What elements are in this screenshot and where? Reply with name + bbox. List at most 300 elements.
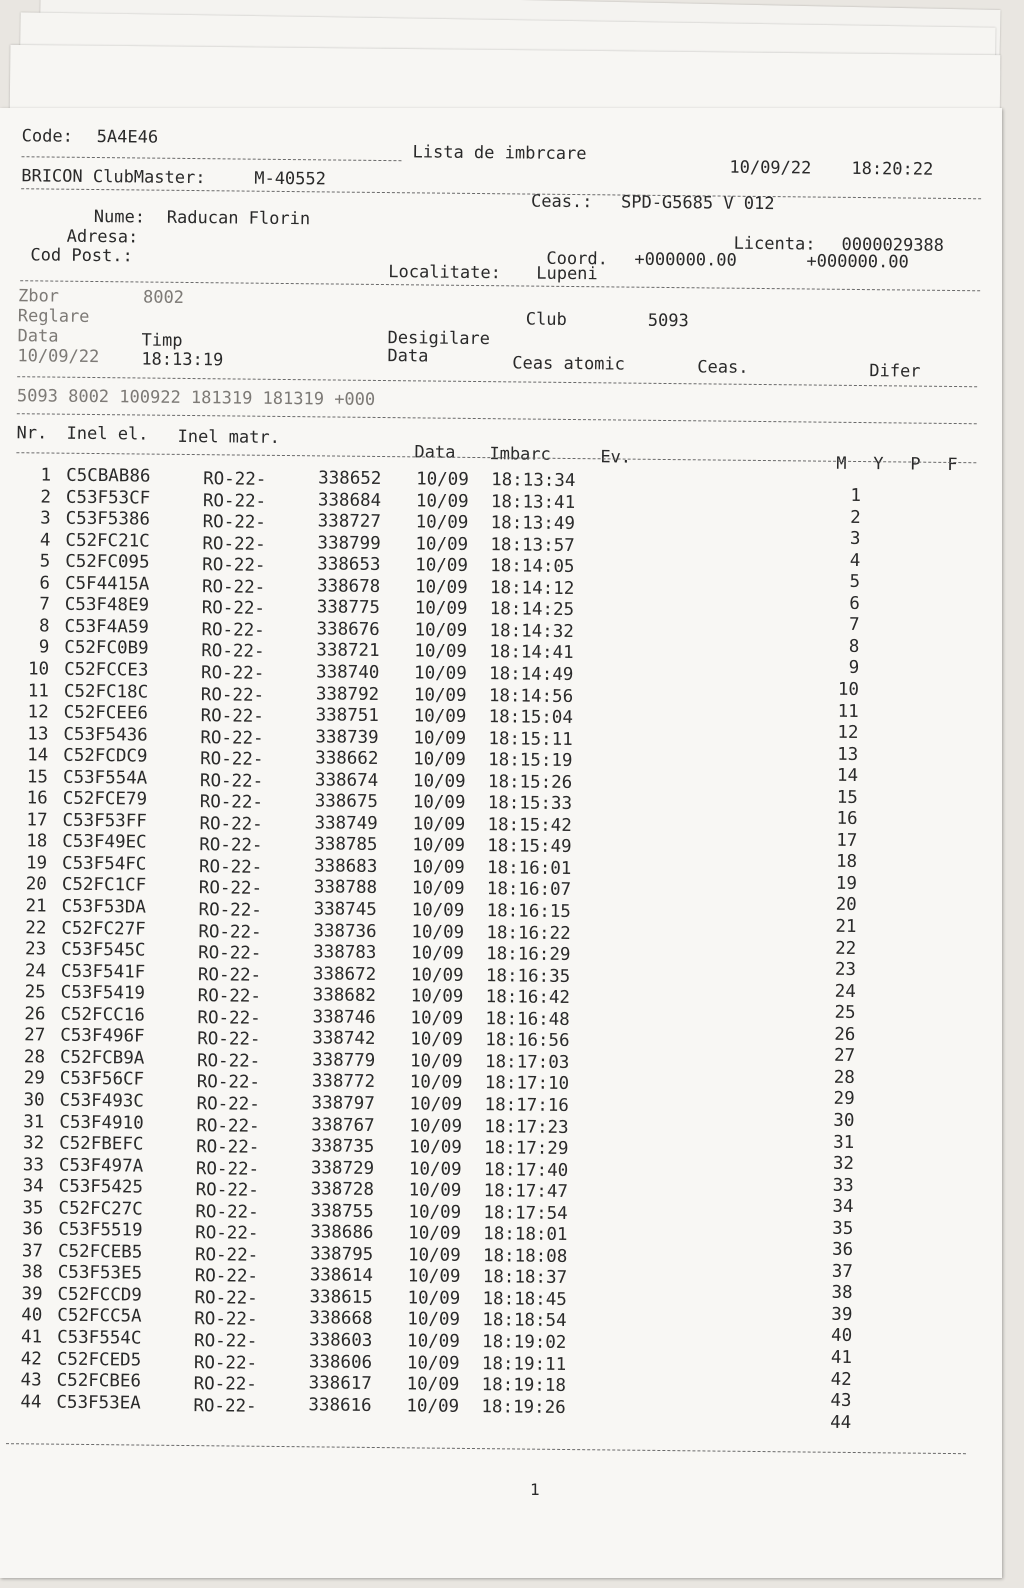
row-date: 10/09 xyxy=(407,1309,461,1331)
row-ring-number: 338653 xyxy=(317,554,381,576)
row-time: 18:13:57 xyxy=(490,534,575,556)
row-inel-el: C52FC095 xyxy=(65,551,150,573)
row-inel-el: C53F49EC xyxy=(62,832,147,853)
row-nr: 3 xyxy=(40,508,51,529)
row-date: 10/09 xyxy=(416,469,469,490)
flight-label: Zbor xyxy=(17,286,60,307)
row-m: 39 xyxy=(831,1304,853,1325)
date-label: Data xyxy=(17,326,59,347)
row-time: 18:19:02 xyxy=(481,1332,567,1353)
row-date: 10/09 xyxy=(409,1115,463,1137)
row-inel-matr: RO-22- xyxy=(196,1050,261,1072)
row-ring-number: 338684 xyxy=(317,489,382,511)
row-nr: 41 xyxy=(20,1327,43,1348)
row-time: 18:13:41 xyxy=(490,491,576,513)
row-m: 15 xyxy=(836,787,858,808)
time-label: Timp xyxy=(141,330,183,351)
row-nr: 44 xyxy=(20,1391,42,1413)
row-time: 18:13:49 xyxy=(490,513,576,535)
row-inel-matr: RO-22- xyxy=(202,533,266,555)
row-time: 18:15:33 xyxy=(487,793,573,815)
row-inel-matr: RO-22- xyxy=(194,1266,259,1288)
row-inel-matr: RO-22- xyxy=(194,1244,259,1266)
row-inel-el: C52FCC5A xyxy=(57,1306,142,1327)
row-ring-number: 338783 xyxy=(313,942,377,964)
row-nr: 21 xyxy=(25,896,47,917)
row-nr: 37 xyxy=(21,1241,44,1262)
row-time: 18:15:49 xyxy=(487,836,572,858)
row-inel-el: C53F48E9 xyxy=(64,595,150,616)
row-time: 18:18:54 xyxy=(482,1310,567,1332)
atomic-clock-label: Ceas atomic xyxy=(512,353,626,375)
row-time: 18:13:34 xyxy=(491,470,576,492)
row-ring-number: 338735 xyxy=(311,1136,375,1158)
clock-label: Ceas.: xyxy=(530,191,593,213)
row-date: 10/09 xyxy=(406,1352,460,1374)
row-time: 18:15:11 xyxy=(488,728,573,750)
row-ring-number: 338792 xyxy=(315,683,380,705)
row-inel-matr: RO-22- xyxy=(202,555,266,576)
row-m: 30 xyxy=(833,1110,855,1131)
row-ring-number: 338795 xyxy=(309,1244,374,1265)
row-nr: 26 xyxy=(24,1004,46,1025)
row-inel-matr: RO-22- xyxy=(194,1309,258,1331)
row-inel-matr: RO-22- xyxy=(195,1201,259,1223)
row-ring-number: 338772 xyxy=(311,1071,376,1093)
row-time: 18:15:04 xyxy=(488,707,574,729)
row-inel-matr: RO-22- xyxy=(193,1395,257,1417)
row-m: 31 xyxy=(833,1132,855,1153)
row-date: 10/09 xyxy=(412,792,466,814)
row-inel-matr: RO-22- xyxy=(198,943,262,964)
summary-line: 5093 8002 100922 181319 181319 +000 xyxy=(16,386,376,410)
licence-label: Licenta: xyxy=(733,233,816,255)
row-ring-number: 338755 xyxy=(310,1200,374,1222)
row-ring-number: 338742 xyxy=(312,1028,376,1050)
row-inel-el: C53F496F xyxy=(60,1025,145,1047)
row-ring-number: 338745 xyxy=(313,899,377,920)
row-inel-matr: RO-22- xyxy=(194,1287,258,1309)
postcode-label: Cod Post.: xyxy=(30,245,133,267)
row-time: 18:17:23 xyxy=(484,1116,569,1138)
row-nr: 43 xyxy=(20,1370,42,1391)
separator xyxy=(6,1443,966,1454)
row-inel-matr: RO-22- xyxy=(199,835,263,857)
row-m: 16 xyxy=(836,809,858,830)
row-m: 38 xyxy=(831,1283,853,1304)
row-ring-number: 338617 xyxy=(308,1373,372,1395)
row-time: 18:16:42 xyxy=(485,987,571,1009)
row-inel-el: C52FC27C xyxy=(58,1198,143,1220)
row-inel-matr: RO-22- xyxy=(197,964,262,986)
row-ring-number: 338785 xyxy=(314,834,378,856)
row-nr: 8 xyxy=(38,616,50,637)
row-time: 18:14:12 xyxy=(489,577,575,599)
row-inel-el: C53F497A xyxy=(58,1155,144,1177)
row-nr: 29 xyxy=(23,1068,45,1089)
row-m: 4 xyxy=(849,550,861,571)
row-nr: 34 xyxy=(22,1176,44,1197)
row-inel-matr: RO-22- xyxy=(196,1115,260,1137)
row-m: 5 xyxy=(849,572,861,593)
row-m: 44 xyxy=(830,1412,852,1433)
row-inel-el: C53F4910 xyxy=(59,1112,144,1134)
row-ring-number: 338615 xyxy=(309,1287,373,1308)
row-ring-number: 338779 xyxy=(311,1050,376,1071)
row-m: 28 xyxy=(833,1067,855,1088)
col-f: F xyxy=(947,454,958,476)
row-date: 10/09 xyxy=(406,1374,460,1395)
row-ring-number: 338797 xyxy=(311,1093,375,1114)
row-inel-el: C53F53DA xyxy=(61,896,147,918)
seal-date: 10/09/22 xyxy=(17,346,100,368)
row-inel-el: C53F53FF xyxy=(62,810,147,832)
row-ring-number: 338683 xyxy=(313,856,378,877)
row-time: 18:17:03 xyxy=(484,1051,570,1073)
row-ring-number: 338652 xyxy=(318,468,382,490)
row-date: 10/09 xyxy=(412,835,466,857)
row-inel-matr: RO-22- xyxy=(201,619,265,641)
row-nr: 30 xyxy=(23,1090,45,1111)
row-date: 10/09 xyxy=(407,1288,461,1309)
row-inel-el: C53F53CF xyxy=(65,487,151,509)
row-nr: 40 xyxy=(21,1305,43,1326)
row-inel-el: C52FCB9A xyxy=(59,1047,145,1069)
separator xyxy=(17,413,977,424)
row-m: 17 xyxy=(836,830,858,851)
row-inel-el: C53F5425 xyxy=(58,1176,144,1198)
row-time: 18:16:48 xyxy=(485,1008,570,1030)
row-m: 29 xyxy=(833,1089,855,1110)
row-inel-el: C5CBAB86 xyxy=(66,465,151,487)
row-inel-matr: RO-22- xyxy=(195,1180,259,1201)
row-m: 2 xyxy=(850,507,861,528)
row-inel-el: C52FC1CF xyxy=(61,875,147,897)
row-inel-matr: RO-22- xyxy=(200,706,264,727)
row-date: 10/09 xyxy=(414,620,468,641)
row-date: 10/09 xyxy=(412,771,466,792)
row-m: 7 xyxy=(848,615,860,636)
row-m: 34 xyxy=(832,1196,854,1218)
row-ring-number: 338662 xyxy=(315,748,379,770)
row-inel-matr: RO-22- xyxy=(196,1094,260,1115)
name-label: Nume: xyxy=(93,206,146,228)
row-date: 10/09 xyxy=(415,490,469,512)
row-m: 43 xyxy=(830,1390,852,1412)
row-time: 18:14:49 xyxy=(488,664,574,685)
row-date: 10/09 xyxy=(414,598,468,620)
row-ring-number: 338751 xyxy=(315,705,379,727)
row-inel-el: C53F54FC xyxy=(61,853,147,875)
row-time: 18:18:37 xyxy=(482,1267,568,1289)
unseal-label: Desigilare xyxy=(387,328,491,350)
row-date: 10/09 xyxy=(411,857,465,878)
print-time: 18:20:22 xyxy=(851,158,934,180)
row-m: 9 xyxy=(848,658,860,679)
row-inel-el: C53F545C xyxy=(61,939,146,961)
row-inel-matr: RO-22- xyxy=(193,1331,258,1352)
row-inel-matr: RO-22- xyxy=(195,1158,260,1180)
row-inel-el: C53F493C xyxy=(59,1090,145,1112)
printout-page xyxy=(0,108,1002,1578)
row-inel-matr: RO-22- xyxy=(200,684,265,706)
row-nr: 27 xyxy=(24,1025,46,1046)
row-inel-el: C52FCCE3 xyxy=(64,659,149,681)
col-nr: Nr. xyxy=(16,423,48,444)
row-time: 18:15:26 xyxy=(487,771,573,793)
print-date: 10/09/22 xyxy=(729,157,812,179)
row-inel-el: C53F53E5 xyxy=(57,1263,143,1284)
col-imbarc: Imbarc xyxy=(489,444,551,465)
row-nr: 18 xyxy=(26,831,48,852)
row-ring-number: 338775 xyxy=(316,597,381,619)
separator xyxy=(21,156,401,161)
code-label: Code: xyxy=(21,126,73,147)
coord-label: Coord. xyxy=(546,248,608,270)
row-time: 18:18:45 xyxy=(482,1289,567,1310)
row-date: 10/09 xyxy=(409,1051,463,1072)
row-date: 10/09 xyxy=(412,814,466,835)
row-nr: 32 xyxy=(22,1133,45,1154)
row-inel-el: C52FCEE6 xyxy=(63,702,149,724)
row-time: 18:14:25 xyxy=(489,599,575,621)
row-m: 41 xyxy=(830,1347,853,1368)
row-ring-number: 338788 xyxy=(313,877,378,899)
row-nr: 23 xyxy=(25,939,47,960)
row-inel-matr: RO-22- xyxy=(202,512,266,533)
row-time: 18:18:01 xyxy=(483,1224,568,1246)
row-inel-el: C52FC18C xyxy=(63,681,149,703)
locality-value: Lupeni xyxy=(536,263,598,285)
row-nr: 4 xyxy=(39,530,51,551)
row-inel-el: C53F5419 xyxy=(60,982,146,1004)
row-nr: 31 xyxy=(23,1111,45,1133)
row-date: 10/09 xyxy=(415,512,469,534)
row-date: 10/09 xyxy=(413,706,467,727)
row-inel-el: C52FCBE6 xyxy=(56,1370,142,1392)
row-inel-el: C5F4415A xyxy=(64,573,150,595)
row-ring-number: 338606 xyxy=(308,1351,373,1373)
row-inel-el: C52FC21C xyxy=(65,530,150,552)
row-time: 18:14:41 xyxy=(489,642,574,664)
row-date: 10/09 xyxy=(408,1180,462,1202)
row-m: 32 xyxy=(832,1153,855,1175)
row-nr: 5 xyxy=(39,551,51,572)
row-time: 18:14:56 xyxy=(488,685,574,707)
row-nr: 13 xyxy=(27,723,49,745)
row-ring-number: 338799 xyxy=(317,532,381,554)
row-date: 10/09 xyxy=(411,878,465,900)
row-nr: 35 xyxy=(22,1197,44,1219)
row-nr: 1 xyxy=(40,465,52,486)
row-inel-el: C52FCDC9 xyxy=(63,745,148,767)
coord-y: +000000.00 xyxy=(806,251,909,273)
row-ring-number: 338746 xyxy=(312,1007,376,1028)
col-data: Data xyxy=(414,442,456,463)
code-value: 5A4E46 xyxy=(96,127,159,148)
row-m: 40 xyxy=(831,1326,853,1347)
row-nr: 17 xyxy=(26,810,48,831)
col-y: Y xyxy=(873,454,884,475)
col-ev: Ev. xyxy=(600,447,632,468)
row-time: 18:16:22 xyxy=(486,922,571,944)
row-inel-matr: RO-22- xyxy=(196,1137,260,1158)
row-inel-el: C52FCC16 xyxy=(60,1004,145,1026)
row-inel-matr: RO-22- xyxy=(199,770,264,792)
row-time: 18:16:35 xyxy=(485,965,571,987)
row-ring-number: 338728 xyxy=(310,1179,375,1201)
row-nr: 25 xyxy=(24,982,46,1003)
row-m: 35 xyxy=(832,1218,854,1239)
row-nr: 9 xyxy=(38,637,50,658)
col-m: M xyxy=(836,453,847,474)
row-time: 18:17:10 xyxy=(484,1073,570,1095)
seal-time: 18:13:19 xyxy=(141,349,224,371)
locality-label: Localitate: xyxy=(388,262,501,284)
row-inel-el: C53F56CF xyxy=(59,1069,145,1090)
row-time: 18:14:05 xyxy=(490,556,575,578)
row-date: 10/09 xyxy=(410,964,464,986)
row-inel-matr: RO-22- xyxy=(201,641,265,663)
row-m: 18 xyxy=(835,852,858,873)
col-inel-matr: Inel matr. xyxy=(177,426,281,448)
row-ring-number: 338749 xyxy=(314,813,378,834)
page-number: 1 xyxy=(530,1480,540,1499)
row-inel-el: C53F4A59 xyxy=(64,616,149,638)
row-ring-number: 338672 xyxy=(312,963,377,985)
row-ring-number: 338676 xyxy=(316,619,380,640)
row-inel-matr: RO-22- xyxy=(197,1007,261,1029)
row-inel-matr: RO-22- xyxy=(200,727,264,749)
row-time: 18:19:26 xyxy=(481,1396,566,1418)
row-time: 18:17:40 xyxy=(483,1159,569,1181)
row-ring-number: 338616 xyxy=(308,1394,372,1416)
row-time: 18:16:07 xyxy=(486,879,572,901)
row-date: 10/09 xyxy=(411,921,465,943)
row-ring-number: 338727 xyxy=(317,511,382,533)
row-time: 18:16:29 xyxy=(486,944,571,966)
row-ring-number: 338614 xyxy=(309,1265,374,1287)
row-date: 10/09 xyxy=(414,577,468,598)
row-inel-el: C53F53EA xyxy=(56,1392,141,1414)
row-date: 10/09 xyxy=(413,684,467,706)
row-inel-el: C52FCCD9 xyxy=(57,1284,142,1306)
row-ring-number: 338682 xyxy=(312,985,377,1007)
row-nr: 7 xyxy=(39,594,50,615)
device-value: M-40552 xyxy=(254,168,327,190)
row-m: 25 xyxy=(834,1002,856,1024)
row-date: 10/09 xyxy=(407,1331,460,1352)
row-m: 19 xyxy=(835,873,858,894)
row-nr: 28 xyxy=(23,1047,46,1068)
row-date: 10/09 xyxy=(409,1094,463,1115)
row-nr: 14 xyxy=(27,745,49,766)
row-inel-el: C53F541F xyxy=(60,961,146,983)
row-date: 10/09 xyxy=(411,900,465,921)
row-date: 10/09 xyxy=(414,641,468,663)
row-m: 8 xyxy=(848,636,860,657)
row-time: 18:14:32 xyxy=(489,620,574,642)
row-ring-number: 338603 xyxy=(309,1330,373,1351)
row-time: 18:18:08 xyxy=(482,1245,568,1267)
row-date: 10/09 xyxy=(413,727,467,749)
row-date: 10/09 xyxy=(413,663,467,684)
row-date: 10/09 xyxy=(415,555,469,577)
row-date: 10/09 xyxy=(407,1245,461,1266)
row-ring-number: 338736 xyxy=(313,920,377,942)
row-time: 18:16:56 xyxy=(485,1030,570,1052)
row-date: 10/09 xyxy=(408,1158,462,1180)
row-time: 18:15:42 xyxy=(487,814,572,836)
row-m: 42 xyxy=(830,1369,852,1390)
row-inel-matr: RO-22- xyxy=(196,1072,261,1094)
row-m: 13 xyxy=(837,744,859,765)
row-date: 10/09 xyxy=(408,1223,462,1245)
row-ring-number: 338678 xyxy=(316,576,381,597)
club-value: 5093 xyxy=(647,310,689,332)
row-inel-matr: RO-22- xyxy=(200,749,264,770)
name-value: Raducan Florin xyxy=(166,207,311,230)
row-m: 21 xyxy=(835,916,857,938)
row-inel-matr: RO-22- xyxy=(198,857,263,878)
row-time: 18:19:11 xyxy=(481,1353,567,1375)
row-date: 10/09 xyxy=(410,986,464,1008)
clock-value: SPD-G5685 V 012 xyxy=(620,192,775,215)
row-nr: 16 xyxy=(26,788,48,809)
row-nr: 15 xyxy=(26,767,49,788)
row-m: 1 xyxy=(850,485,862,507)
row-inel-matr: RO-22- xyxy=(198,900,262,921)
row-time: 18:19:18 xyxy=(481,1375,567,1397)
row-inel-el: C53F554C xyxy=(57,1327,142,1349)
row-inel-el: C52FC27F xyxy=(61,918,146,940)
row-m: 23 xyxy=(834,959,857,981)
row-date: 10/09 xyxy=(410,1029,464,1051)
row-m: 6 xyxy=(849,593,860,614)
device-label: BRICON ClubMaster: xyxy=(21,166,206,189)
row-date: 10/09 xyxy=(415,534,469,555)
row-ring-number: 338674 xyxy=(314,770,379,791)
row-nr: 11 xyxy=(27,680,50,702)
row-ring-number: 338767 xyxy=(311,1114,375,1136)
row-date: 10/09 xyxy=(410,1008,464,1029)
row-m: 10 xyxy=(837,679,860,700)
row-ring-number: 338740 xyxy=(316,662,380,683)
sealing-label: Reglare xyxy=(17,306,90,327)
printout-content xyxy=(0,108,1002,1588)
row-inel-el: C52FC0B9 xyxy=(64,638,149,659)
row-inel-matr: RO-22- xyxy=(201,598,266,620)
row-m: 33 xyxy=(832,1175,854,1196)
row-inel-matr: RO-22- xyxy=(193,1374,257,1395)
col-p: P xyxy=(910,454,921,475)
licence-value: 0000029388 xyxy=(841,234,945,256)
row-time: 18:15:19 xyxy=(488,750,573,772)
club-label: Club xyxy=(525,309,567,330)
col-inel-el: Inel el. xyxy=(66,423,149,445)
row-ring-number: 338686 xyxy=(310,1222,374,1244)
row-nr: 12 xyxy=(27,702,49,723)
row-inel-el: C53F5386 xyxy=(65,508,151,530)
row-nr: 24 xyxy=(24,960,47,982)
row-m: 24 xyxy=(834,981,856,1002)
row-m: 22 xyxy=(835,938,857,959)
row-inel-matr: RO-22- xyxy=(201,576,266,598)
row-nr: 36 xyxy=(22,1219,44,1240)
coord-x: +000000.00 xyxy=(634,249,737,271)
separator xyxy=(17,376,977,387)
row-inel-el: C52FBEFC xyxy=(59,1133,144,1155)
